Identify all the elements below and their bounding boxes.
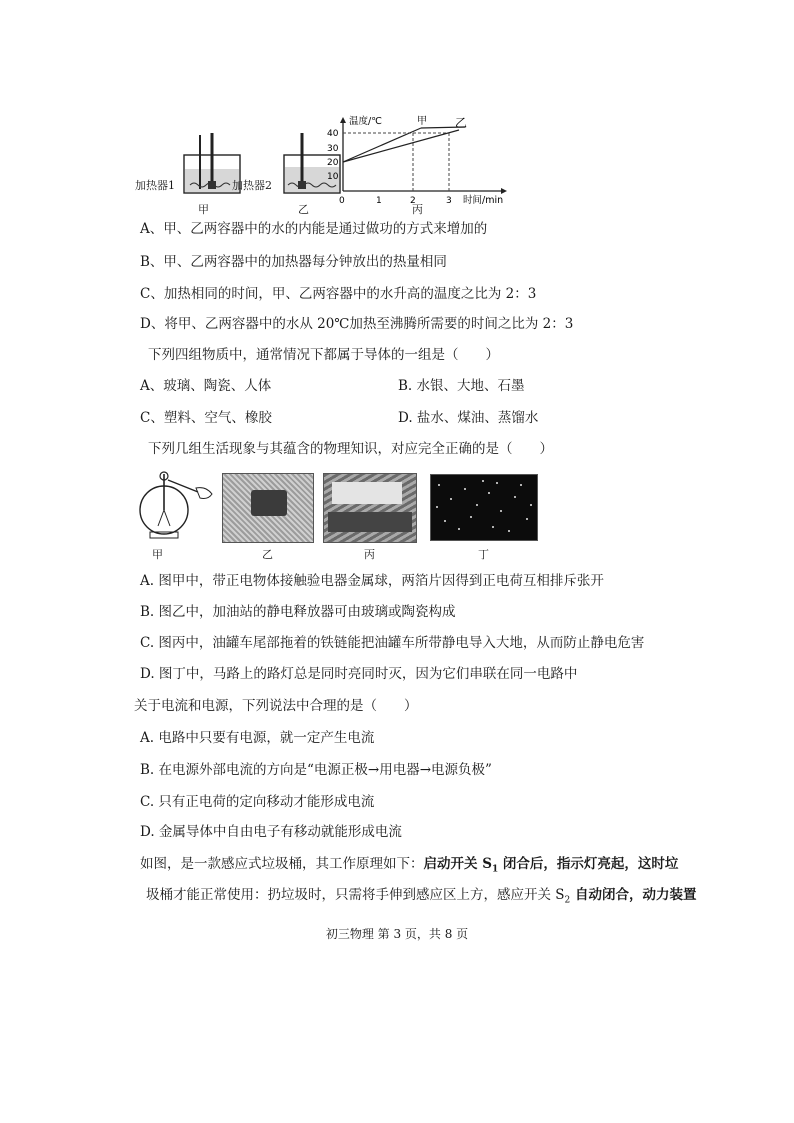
prev-option-c: C、加热相同的时间，甲、乙两容器中的水升高的温度之比为 2：3 [140,286,537,302]
caption-jia: 甲 [198,203,209,216]
current-option-b: B. 在电源外部电流的方向是“电源正极→用电器→电源负极” [140,762,492,778]
y-tick-40: 40 [327,129,339,139]
figure-heating-experiment [135,115,515,215]
trash-question-line1 [140,855,678,879]
y-tick-20: 20 [327,158,339,168]
static-question-stem: 下列几组生活现象与其蕴含的物理知识，对应完全正确的是（ ） [148,441,553,457]
conductor-option-b: B. 水银、大地、石墨 [398,378,525,394]
x-axis-label: 时间/min [463,195,504,206]
x-tick-3: 3 [446,196,452,206]
static-caption-ding: 丁 [478,548,489,561]
static-option-d: D. 图丁中，马路上的路灯总是同时亮同时灭，因为它们串联在同一电路中 [140,666,578,682]
trash-line2-part-c: 自动闭合，动力装置 [570,887,697,903]
trash-question-line2 [146,886,696,910]
x-tick-1: 1 [376,196,382,206]
trash-line1-part-a: 如图，是一款感应式垃圾桶，其工作原理如下： [140,856,424,872]
heater2-label: 加热器2 [232,179,272,192]
static-caption-yi: 乙 [262,548,273,561]
trash-line1-sub: 1 [491,864,499,875]
current-question-stem: 关于电流和电源，下列说法中合理的是（ ） [134,698,418,714]
static-option-b: B. 图乙中，加油站的静电释放器可由玻璃或陶瓷构成 [140,604,456,620]
conductor-option-d: D. 盐水、煤油、蒸馏水 [398,410,539,426]
current-option-a: A. 电路中只要有电源，就一定产生电流 [140,730,375,746]
current-option-d: D. 金属导体中自由电子有移动就能形成电流 [140,824,402,840]
static-option-c: C. 图丙中，油罐车尾部拖着的铁链能把油罐车所带静电导入大地，从而防止静电危害 [140,635,645,651]
conductor-option-c: C、塑料、空气、橡胶 [140,410,272,426]
prev-option-a: A、甲、乙两容器中的水的内能是通过做功的方式来增加的 [140,221,488,237]
line-label-jia: 甲 [417,116,427,127]
graph-line-yi [343,130,459,162]
temperature-time-graph [325,115,515,215]
y-tick-10: 10 [327,172,339,182]
oil-tanker-photo [323,473,417,543]
prev-option-b: B、甲、乙两容器中的加热器每分钟放出的热量相同 [140,254,447,270]
line-label-yi: 乙 [455,116,468,130]
heater1-label: 加热器1 [135,179,175,192]
conductor-option-a: A、玻璃、陶瓷、人体 [140,378,272,394]
current-option-c: C. 只有正电荷的定向移动才能形成电流 [140,794,375,810]
x-tick-0: 0 [339,196,345,206]
page-footer: 初三物理 第 3 页，共 8 页 [325,927,469,941]
static-option-a: A. 图甲中，带正电物体接触验电器金属球，两箔片因得到正电荷互相排斥张开 [140,573,604,589]
y-tick-30: 30 [327,144,339,154]
trash-line2-part-a: 圾桶才能正常使用：扔垃圾时，只需将手伸到感应区上方，感应开关 S [146,887,565,903]
trash-line1-part-c: 闭合后，指示灯亮起，这时垃 [498,856,679,872]
electroscope-figure [132,470,222,545]
static-discharger-photo [222,473,314,543]
conductor-question-stem: 下列四组物质中，通常情况下都属于导体的一组是（ ） [148,347,499,363]
static-caption-jia: 甲 [152,548,163,561]
street-lights-photo [430,474,538,541]
y-axis-label: 温度/℃ [349,116,382,127]
trash-line1-part-b: 启动开关 S [423,856,492,872]
x-tick-2: 2 [410,196,416,206]
caption-yi: 乙 [298,203,309,216]
static-caption-bing: 丙 [364,548,375,561]
caption-bing: 丙 [412,203,423,216]
prev-option-d: D、将甲、乙两容器中的水从 20℃加热至沸腾所需要的时间之比为 2：3 [140,316,574,332]
trash-line2-sub: 2 [564,895,571,906]
